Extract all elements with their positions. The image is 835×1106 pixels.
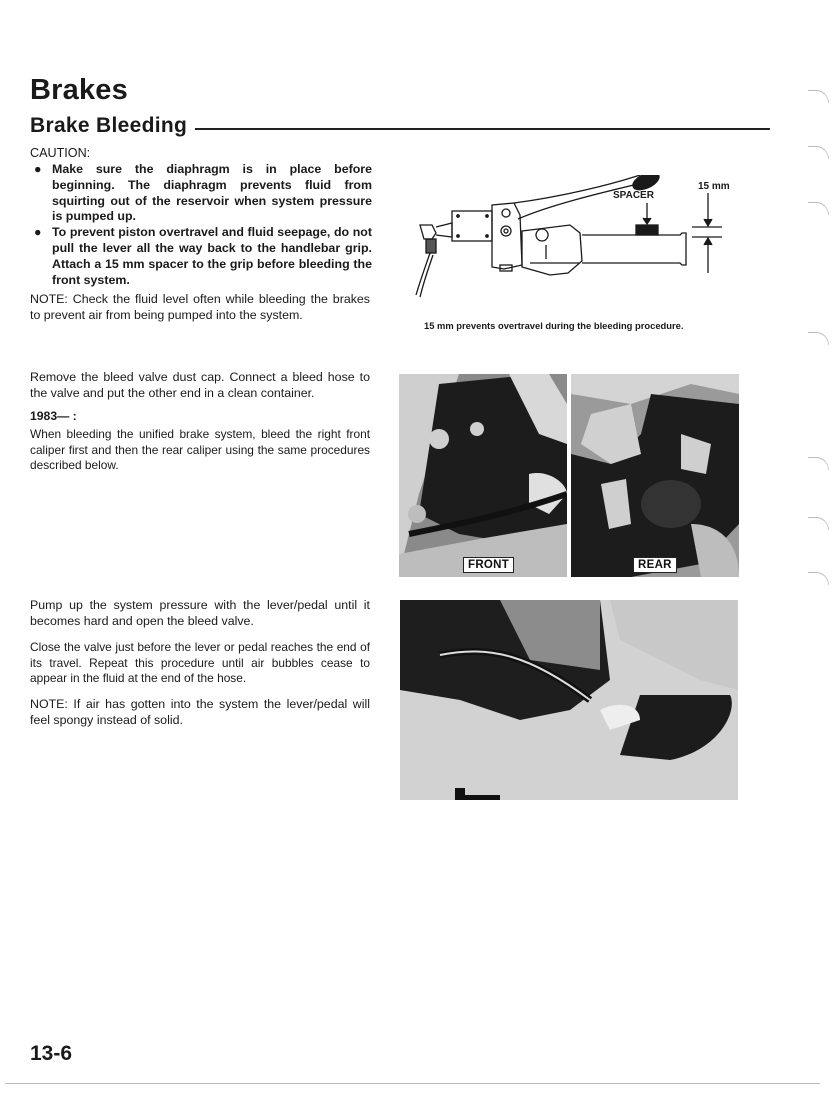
chapter-title: Brakes: [30, 74, 128, 106]
caution-item: [30, 225, 372, 288]
edge-mark: [808, 332, 829, 345]
lever-spacer-diagram: [410, 175, 750, 305]
step-remove-cap: Remove the bleed valve dust cap. Connect a bleed hose to the valve and put the other end in a clean container.: [30, 370, 370, 400]
rear-caliper-photo: [571, 374, 739, 577]
lever-diagram-drawing: [410, 175, 750, 305]
page-number: 13-6: [30, 1042, 73, 1065]
dimension-label: 15 mm: [698, 181, 730, 192]
edge-mark: [808, 572, 829, 585]
caution-item-text: Make sure the diaphragm is in place before beginning. The diaphragm prevents fluid from squirting out of the reservoir when system pressure is pumped up.: [52, 162, 372, 224]
step-close-valve: Close the valve just before the lever or pedal reaches the end of its travel. Repeat this procedure until air bubbles cease to appear in the fluid at the end of the hose.: [30, 640, 370, 686]
bottom-rule: [5, 1083, 820, 1084]
caution-label: CAUTION:: [30, 146, 91, 160]
spacer-block: [636, 225, 658, 235]
rear-photo-image: [571, 374, 739, 577]
note-spongy: NOTE: If air has gotten into the system the lever/pedal will feel spongy instead of solid.: [30, 697, 370, 727]
front-caliper-photo: [399, 374, 567, 577]
throttle-housing: [522, 225, 582, 275]
bullet-icon: ●: [34, 225, 42, 240]
step-unified-system: When bleeding the unified brake system, bleed the right front caliper first and then the rear caliper using the same procedures described below.: [30, 427, 370, 473]
spacer-label: SPACER: [613, 190, 654, 201]
bleeding-photo: [400, 600, 738, 800]
edge-mark: [808, 517, 829, 530]
year-heading: 1983— :: [30, 409, 77, 423]
section-rule: [195, 128, 770, 130]
caution-list: [30, 162, 372, 288]
banjo-bolt: [420, 225, 436, 239]
bullet-icon: ●: [34, 162, 42, 176]
rear-label: REAR: [633, 557, 677, 573]
hose-line: [416, 253, 430, 295]
edge-mark: [808, 146, 829, 159]
bleeding-photo-image: [400, 600, 738, 800]
handlebar-grip: [582, 233, 686, 265]
section-title: Brake Bleeding: [30, 114, 188, 137]
edge-mark: [808, 90, 829, 103]
figure-caption: 15 mm prevents overtravel during the bleeding procedure.: [424, 320, 684, 331]
step-pump: Pump up the system pressure with the lever/pedal until it becomes hard and open the bleed valve.: [30, 598, 370, 628]
union: [436, 223, 452, 237]
caution-item: [30, 162, 372, 225]
edge-mark: [808, 457, 829, 470]
edge-mark: [808, 202, 829, 215]
front-label: FRONT: [463, 557, 514, 573]
caution-item-text: To prevent piston overtravel and fluid seepage, do not pull the lever all the way back to the handlebar grip. Attach a 15 mm spacer to the grip before bleeding the front system.: [52, 225, 372, 287]
section-header: [30, 112, 770, 140]
front-photo-image: [399, 374, 567, 577]
note-fluid-level: NOTE: Check the fluid level often while bleeding the brakes to prevent air from being pumped into the system.: [30, 292, 370, 322]
hose-fitting: [426, 239, 436, 253]
